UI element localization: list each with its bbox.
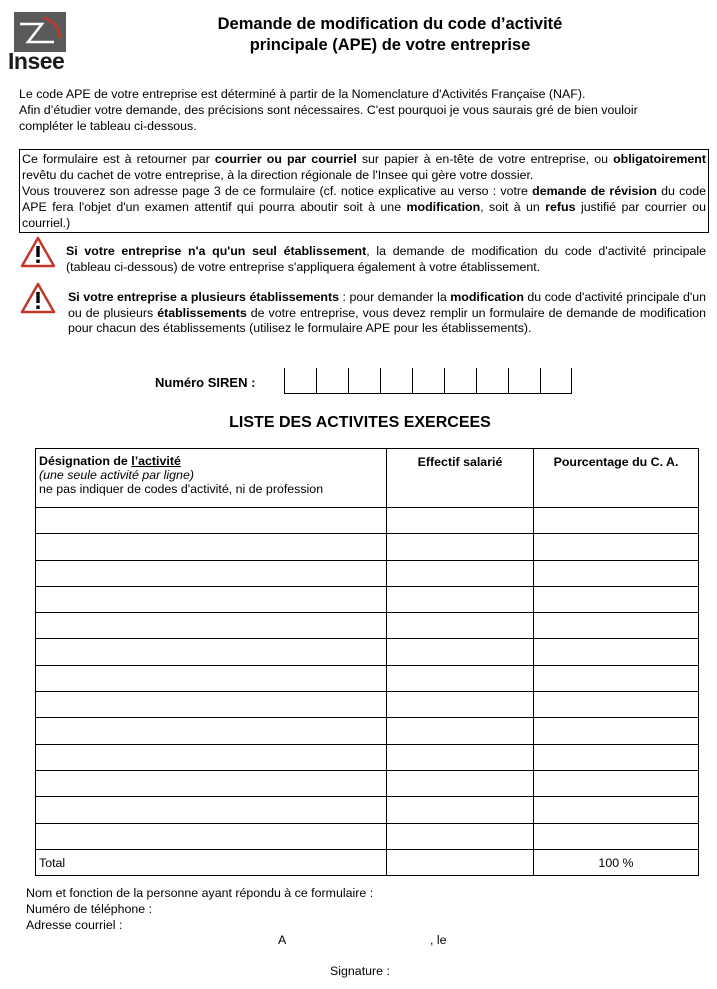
notice-text: justifié par courrier ou courriel.) xyxy=(22,200,706,230)
table-row xyxy=(36,613,699,639)
warning-2-text-part: du code d'activité principale d'un ou de plusieurs xyxy=(68,290,706,320)
employees-cell[interactable] xyxy=(387,639,534,665)
header-activity-sub: (une seule activité par ligne) xyxy=(39,468,194,482)
table-row xyxy=(36,639,699,665)
employees-cell[interactable] xyxy=(387,586,534,612)
notice-paragraph-2 xyxy=(22,183,706,231)
activity-cell[interactable] xyxy=(36,823,387,849)
warning-2-bold: modification xyxy=(450,290,524,304)
warning-2-bold: Si votre entreprise a plusieurs établissements xyxy=(68,290,339,304)
intro-text xyxy=(19,86,707,134)
siren-digit-box[interactable] xyxy=(348,368,380,394)
notice-paragraph-1 xyxy=(22,151,706,183)
employees-cell[interactable] xyxy=(387,508,534,534)
employees-cell[interactable] xyxy=(387,823,534,849)
employees-cell[interactable] xyxy=(387,718,534,744)
notice-text: revêtu du cachet de votre entreprise, à la direction régionale de l'Insee qui gère votre dossier. xyxy=(22,168,534,182)
warning-2-bold: établissements xyxy=(157,305,247,320)
percent-cell[interactable] xyxy=(534,560,699,586)
activity-cell[interactable] xyxy=(36,639,387,665)
table-row xyxy=(36,823,699,849)
title-line-1: Demande de modification du code d’activité xyxy=(217,15,563,33)
header-activity-title-underlined: l’activité xyxy=(131,454,181,468)
table-row xyxy=(36,508,699,534)
activities-table xyxy=(35,448,699,876)
activity-cell[interactable] xyxy=(36,665,387,691)
intro-line-3: compléter le tableau ci-dessous. xyxy=(19,119,197,133)
employees-cell[interactable] xyxy=(387,797,534,823)
notice-bold: refus xyxy=(545,200,576,214)
siren-digit-box[interactable] xyxy=(284,368,316,394)
percent-cell[interactable] xyxy=(534,534,699,560)
warning-2-text xyxy=(68,290,706,337)
notice-bold: demande de révision xyxy=(532,184,657,198)
table-row xyxy=(36,744,699,770)
header-activity-note: ne pas indiquer de codes d'activité, ni de profession xyxy=(39,482,324,496)
intro-line-1: Le code APE de votre entreprise est déterminé à partir de la Nomenclature d'Activités Française (NAF). xyxy=(19,87,586,101)
notice-text: Vous trouverez son adresse page 3 de ce formulaire (cf. notice explicative au verso : votre xyxy=(22,184,533,198)
table-row xyxy=(36,534,699,560)
activity-cell[interactable] xyxy=(36,586,387,612)
employees-cell[interactable] xyxy=(387,770,534,796)
employees-cell[interactable] xyxy=(387,534,534,560)
activity-cell[interactable] xyxy=(36,508,387,534)
employees-cell[interactable] xyxy=(387,665,534,691)
notice-text: sur papier à en-tête de votre entreprise, ou xyxy=(356,152,614,166)
header-employees: Effectif salarié xyxy=(387,449,534,508)
siren-digit-box[interactable] xyxy=(412,368,444,394)
notice-box xyxy=(19,149,709,233)
intro-line-2: Afin d’étudier votre demande, des précisions sont nécessaires. C'est pourquoi je vous saurais gré de bien vouloir xyxy=(19,103,638,117)
warning-1-rest: , la demande de modification du code d'activité principale (tableau ci-dessous) de votre entreprise s'appliquera également à votre établissement. xyxy=(66,244,706,274)
table-row xyxy=(36,797,699,823)
siren-input-boxes xyxy=(284,368,572,395)
notice-text: Ce formulaire est à retourner par xyxy=(22,152,215,166)
table-row xyxy=(36,770,699,796)
insee-logo xyxy=(8,12,66,72)
percent-cell[interactable] xyxy=(534,586,699,612)
percent-cell[interactable] xyxy=(534,613,699,639)
siren-digit-box[interactable] xyxy=(380,368,412,394)
percent-cell[interactable] xyxy=(534,665,699,691)
total-employees-cell[interactable] xyxy=(387,849,534,875)
activities-body xyxy=(36,508,699,850)
warning-2-text-part: de votre entreprise, vous devez remplir un formulaire de demande de modification pour chacun des établissements (utilisez le formulaire APE pour les établissements). xyxy=(68,305,707,335)
siren-digit-box[interactable] xyxy=(476,368,508,394)
percent-cell[interactable] xyxy=(534,508,699,534)
table-row xyxy=(36,692,699,718)
header-revenue-percent: Pourcentage du C. A. xyxy=(534,449,699,508)
siren-digit-box[interactable] xyxy=(444,368,476,394)
list-title: LISTE DES ACTIVITES EXERCEES xyxy=(229,414,491,431)
total-row xyxy=(36,849,699,875)
siren-digit-box[interactable] xyxy=(316,368,348,394)
employees-cell[interactable] xyxy=(387,560,534,586)
percent-cell[interactable] xyxy=(534,639,699,665)
warning-1-bold: Si votre entreprise n'a qu'un seul établissement xyxy=(66,244,367,258)
siren-label: Numéro SIREN : xyxy=(155,375,256,390)
total-label: Total xyxy=(36,849,387,875)
title-line-2: principale (APE) de votre entreprise xyxy=(249,36,531,54)
percent-cell[interactable] xyxy=(534,692,699,718)
respondent-name-label: Nom et fonction de la personne ayant répondu à ce formulaire : xyxy=(26,886,374,900)
warning-1-text xyxy=(66,244,706,275)
table-row xyxy=(36,718,699,744)
notice-bold: courrier ou par courriel xyxy=(214,152,357,166)
employees-cell[interactable] xyxy=(387,744,534,770)
signature-label: Signature : xyxy=(330,964,390,978)
percent-cell[interactable] xyxy=(534,744,699,770)
total-percent: 100 % xyxy=(534,849,699,875)
warning-single-establishment xyxy=(20,236,710,276)
logo-mark xyxy=(14,12,66,52)
email-label: Adresse courriel : xyxy=(26,918,123,932)
table-row xyxy=(36,560,699,586)
warning-icon xyxy=(20,236,56,268)
header-activity-title xyxy=(39,449,383,468)
notice-bold: modification xyxy=(406,200,481,214)
percent-cell[interactable] xyxy=(534,718,699,744)
percent-cell[interactable] xyxy=(534,770,699,796)
phone-label: Numéro de téléphone : xyxy=(26,902,153,916)
date-label: , le xyxy=(430,933,447,947)
siren-digit-box[interactable] xyxy=(540,368,572,394)
header-activity-title-text: Désignation de xyxy=(39,454,132,468)
table-row xyxy=(36,665,699,691)
place-label: A xyxy=(278,933,287,947)
percent-cell[interactable] xyxy=(534,797,699,823)
notice-text: du code APE fera l'objet d'un examen attentif qui pourra aboutir soit à une xyxy=(22,184,706,214)
activity-cell[interactable] xyxy=(36,718,387,744)
employees-cell[interactable] xyxy=(387,692,534,718)
activity-cell[interactable] xyxy=(36,692,387,718)
activity-cell[interactable] xyxy=(36,744,387,770)
notice-bold: obligatoirement xyxy=(613,152,706,166)
activity-cell[interactable] xyxy=(36,560,387,586)
page-title xyxy=(160,14,620,56)
logo-text: Insee xyxy=(8,48,65,74)
warning-2-text-part: : pour demander la xyxy=(338,290,451,304)
table-header-row xyxy=(36,449,699,508)
activity-cell[interactable] xyxy=(36,534,387,560)
activity-cell[interactable] xyxy=(36,797,387,823)
activity-cell[interactable] xyxy=(36,770,387,796)
header-activity xyxy=(36,449,387,508)
employees-cell[interactable] xyxy=(387,613,534,639)
table-row xyxy=(36,586,699,612)
warning-multiple-establishments xyxy=(20,282,710,356)
warning-icon xyxy=(20,282,56,314)
percent-cell[interactable] xyxy=(534,823,699,849)
siren-digit-box[interactable] xyxy=(508,368,540,394)
activity-cell[interactable] xyxy=(36,613,387,639)
notice-text: , soit à un xyxy=(480,200,546,214)
